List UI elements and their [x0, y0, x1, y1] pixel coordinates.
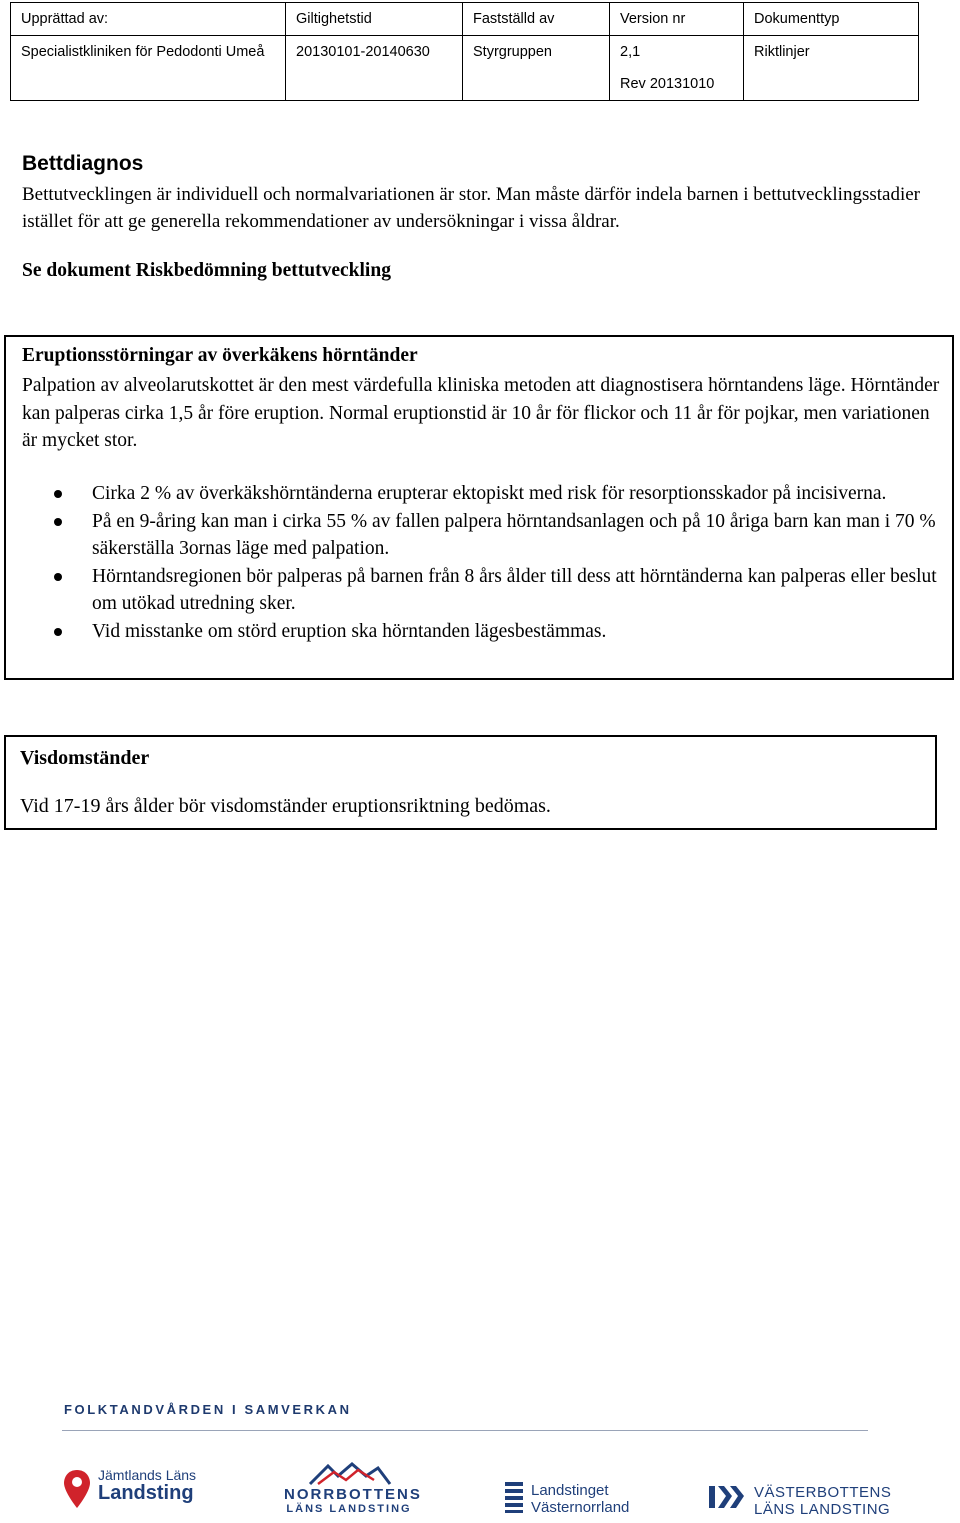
bullet-icon — [54, 518, 62, 526]
see-document-reference: Se dokument Riskbedömning bettutveckling — [22, 260, 391, 281]
vasternorrland-line1: Landstinget — [531, 1482, 609, 1499]
list-item — [54, 618, 944, 646]
eruption-bullet-list — [54, 480, 944, 645]
list-item — [54, 563, 944, 618]
section-title: Bettdiagnos — [22, 152, 144, 175]
bullet-icon — [54, 573, 62, 581]
header-value-version — [610, 36, 744, 101]
wisdom-teeth-box — [4, 735, 937, 830]
header-label-version: Version nr — [610, 3, 744, 36]
header-value-doc-type: Riktlinjer — [744, 36, 919, 101]
list-item — [54, 480, 944, 508]
header-value-validity: 20130101-20140630 — [286, 36, 463, 101]
vasterbotten-line1: VÄSTERBOTTENS — [754, 1484, 892, 1501]
norrbotten-logo-icon — [308, 1462, 392, 1486]
vasternorrland-logo-icon — [503, 1480, 525, 1514]
eruption-disorders-box — [4, 335, 954, 680]
header-label-validity: Giltighetstid — [286, 3, 463, 36]
vasterbotten-logo-icon — [708, 1484, 748, 1510]
header-label-doc-type: Dokumenttyp — [744, 3, 919, 36]
footer-divider — [62, 1430, 868, 1431]
vasterbotten-line2: LÄNS LANDSTING — [754, 1501, 891, 1518]
header-value-prepared-by: Specialistkliniken för Pedodonti Umeå — [11, 36, 286, 101]
bullet-icon — [54, 490, 62, 498]
eruption-box-title: Eruptionsstörningar av överkäkens hörntänder — [22, 345, 418, 366]
jamtland-logo-icon — [62, 1468, 92, 1510]
jamtland-line2: Landsting — [98, 1482, 194, 1504]
norrbotten-line1: NORRBOTTENS — [284, 1486, 422, 1503]
bullet-text: På en 9-åring kan man i cirka 55 % av fallen palpera hörntandsanlagen och på 10 åriga barn kan man i 70 % säkerställa 3ornas läge med palpation. — [92, 510, 936, 559]
header-label-approved-by: Fastställd av — [463, 3, 610, 36]
revision-date: Rev 20131010 — [620, 76, 715, 92]
footer-brand: FOLKTANDVÅRDEN I SAMVERKAN — [64, 1402, 352, 1417]
eruption-box-paragraph: Palpation av alveolarutskottet är den mest värdefulla kliniska metoden att diagnostisera hörntandens läge. Hörntänder kan palperas cirka 1,5 år före eruption. Normal eruptionstid är 10 år för flickor och 11 år för pojkar, men variationen är mycket stor. — [22, 375, 940, 451]
norrbotten-line2: LÄNS LANDSTING — [286, 1503, 412, 1515]
wisdom-box-text: Vid 17-19 års ålder bör visdomständer eruptionsriktning bedömas. — [20, 795, 551, 817]
bullet-text: Vid misstanke om störd eruption ska hörntanden lägesbestämmas. — [92, 620, 607, 642]
wisdom-box-title: Visdomständer — [20, 747, 150, 769]
list-item — [54, 508, 944, 563]
vasternorrland-line2: Västernorrland — [531, 1499, 630, 1516]
jamtland-line1: Jämtlands Läns — [98, 1467, 197, 1483]
bullet-text: Hörntandsregionen bör palperas på barnen från 8 års ålder till dess att hörntänderna kan palperas eller beslut om utökad utredning sker. — [92, 565, 937, 614]
document-header-table — [10, 2, 919, 101]
bullet-icon — [54, 628, 62, 636]
header-value-approved-by: Styrgruppen — [463, 36, 610, 101]
bullet-text: Cirka 2 % av överkäkshörntänderna erupterar ektopiskt med risk för resorptionsskador på incisiverna. — [92, 483, 887, 504]
version-number: 2,1 — [620, 44, 641, 60]
intro-paragraph: Bettutvecklingen är individuell och normalvariationen är stor. Man måste därför indela barnen i bettutvecklingsstadier istället för att ge generella rekommendationer av undersökningar i vissa åldrar. — [22, 184, 921, 232]
header-label-prepared-by: Upprättad av: — [11, 3, 286, 36]
